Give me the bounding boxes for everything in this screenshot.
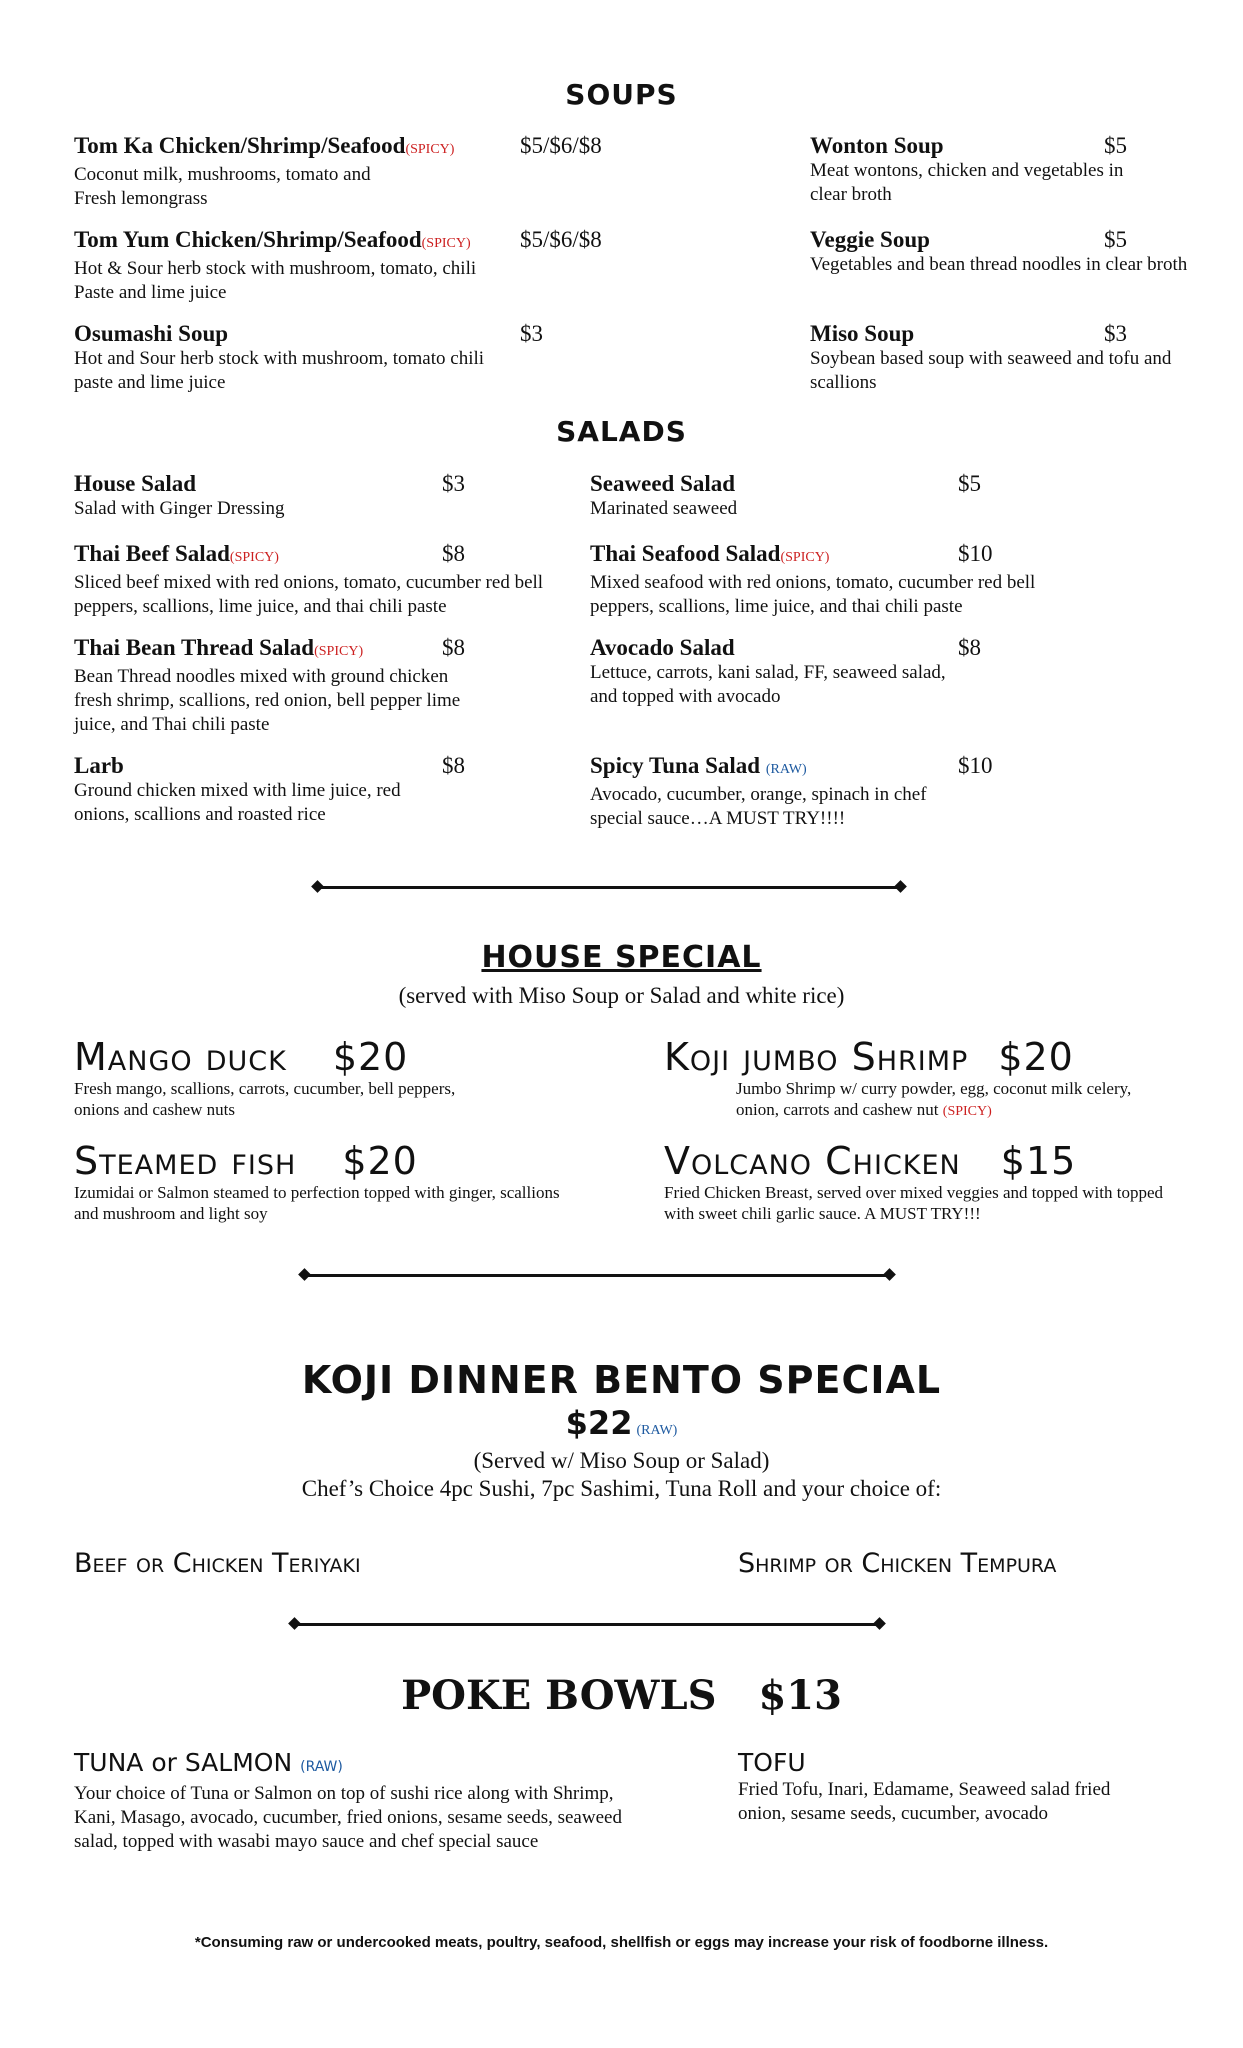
- item-description: Marinated seaweed: [590, 498, 738, 519]
- poke-heading: POKE BOWLS: [401, 1672, 717, 1719]
- item-description: Meat wontons, chicken and vegetables in clear broth: [810, 160, 1124, 205]
- item-description: Salad with Ginger Dressing: [74, 498, 285, 519]
- item-price: $3: [442, 471, 465, 496]
- menu-item-tom-ka: [74, 132, 602, 211]
- menu-item-larb: [74, 752, 574, 827]
- menu-item-thai-seafood-salad: [590, 540, 1130, 619]
- item-description: Fried Tofu, Inari, Edamame, Seaweed salad fried onion, sesame seeds, cucumber, avocado: [738, 1779, 1111, 1824]
- salads-heading: SALADS: [556, 415, 687, 448]
- item-description: Soybean based soup with seaweed and tofu and scallions: [810, 348, 1172, 393]
- spicy-tag: (SPICY): [314, 644, 364, 659]
- soups-heading: SOUPS: [565, 78, 678, 111]
- item-description: Sliced beef mixed with red onions, tomato, cucumber red bell peppers, scallions, lime juice, and thai chili paste: [74, 572, 544, 617]
- item-price: $20: [998, 1035, 1074, 1079]
- item-price: $3: [1104, 321, 1127, 346]
- item-price: $5/$6/$8: [520, 133, 602, 158]
- poke-price: $13: [758, 1672, 842, 1719]
- item-name: Volcano Chicken: [664, 1139, 961, 1183]
- raw-tag: (RAW): [300, 1759, 343, 1775]
- house-special-heading: HOUSE SPECIAL: [481, 940, 762, 975]
- item-description: Lettuce, carrots, kani salad, FF, seaweed salad, and topped with avocado: [590, 662, 946, 707]
- item-name: Miso Soup: [810, 321, 915, 346]
- item-name: TUNA or SALMON: [74, 1748, 293, 1777]
- menu-item-miso: [810, 320, 1190, 395]
- raw-tag: (RAW): [765, 762, 807, 777]
- house-special-mango-duck: [74, 1036, 634, 1120]
- poke-heading-line: [0, 1672, 1243, 1719]
- menu-item-spicy-tuna-salad: [590, 752, 1130, 831]
- item-name: Larb: [74, 753, 124, 778]
- item-description: Hot & Sour herb stock with mushroom, tomato, chili Paste and lime juice: [74, 258, 477, 303]
- house-special-steamed-fish: [74, 1140, 634, 1224]
- menu-item-house-salad: [74, 470, 574, 521]
- section-divider: [295, 1623, 879, 1626]
- raw-tag: (RAW): [636, 1423, 678, 1438]
- item-name: Thai Seafood Salad: [590, 541, 781, 566]
- item-name: Wonton Soup: [810, 133, 944, 158]
- bento-option-right: Shrimp or Chicken Tempura: [738, 1548, 1057, 1579]
- item-price: $8: [442, 753, 465, 778]
- item-price: $20: [342, 1139, 418, 1183]
- item-description: Hot and Sour herb stock with mushroom, tomato chili paste and lime juice: [74, 348, 485, 393]
- poke-item-tofu: [738, 1748, 1158, 1826]
- menu-item-osumashi: [74, 320, 543, 395]
- menu-item-seaweed-salad: [590, 470, 1130, 521]
- item-description: Coconut milk, mushrooms, tomato and Fresh lemongrass: [74, 164, 371, 209]
- item-description: Ground chicken mixed with lime juice, red onions, scallions and roasted rice: [74, 780, 401, 825]
- item-name: Tom Yum Chicken/Shrimp/Seafood: [74, 227, 422, 252]
- item-name: Seaweed Salad: [590, 471, 736, 496]
- item-name: Avocado Salad: [590, 635, 735, 660]
- item-name: Spicy Tuna Salad: [590, 753, 766, 778]
- bento-heading: KOJI DINNER BENTO SPECIAL: [301, 1358, 942, 1402]
- item-name: House Salad: [74, 471, 197, 496]
- item-price: $15: [1000, 1139, 1077, 1183]
- item-price: $5/$6/$8: [520, 227, 602, 252]
- spicy-tag: (SPICY): [942, 1104, 992, 1119]
- menu-item-thai-beef-salad: [74, 540, 574, 619]
- item-price: $5: [1104, 133, 1127, 158]
- spicy-tag: (SPICY): [229, 550, 279, 565]
- foodborne-illness-disclaimer: *Consuming raw or undercooked meats, poultry, seafood, shellfish or eggs may increase your risk of foodborne illness.: [194, 1934, 1049, 1951]
- item-price: $20: [332, 1035, 409, 1079]
- item-name: Veggie Soup: [810, 227, 930, 252]
- section-divider: [305, 1274, 889, 1277]
- spicy-tag: (SPICY): [780, 550, 830, 565]
- bento-price-line: [0, 1404, 1243, 1442]
- spicy-tag: (SPICY): [405, 142, 455, 157]
- item-price: $3: [520, 321, 543, 346]
- menu-item-veggie-soup: [810, 226, 1190, 277]
- item-description: Vegetables and bean thread noodles in clear broth: [810, 254, 1188, 275]
- menu-item-tom-yum: [74, 226, 602, 305]
- item-name: Osumashi Soup: [74, 321, 229, 346]
- bento-line-1: (Served w/ Miso Soup or Salad): [473, 1448, 770, 1473]
- item-name: Steamed fish: [74, 1139, 297, 1183]
- item-name: Thai Beef Salad: [74, 541, 230, 566]
- menu-item-avocado-salad: [590, 634, 1130, 709]
- section-divider: [318, 886, 900, 889]
- item-description: Izumidai or Salmon steamed to perfection topped with ginger, scallions and mushroom and light soy: [74, 1183, 560, 1223]
- item-name: Koji jumbo Shrimp: [664, 1035, 969, 1079]
- bento-option-left: Beef or Chicken Teriyaki: [74, 1548, 361, 1579]
- house-special-koji-jumbo-shrimp: [664, 1036, 1224, 1122]
- item-description: Fresh mango, scallions, carrots, cucumber, bell peppers, onions and cashew nuts: [74, 1079, 456, 1119]
- item-price: $5: [958, 471, 981, 496]
- item-name: Mango duck: [74, 1035, 287, 1079]
- item-description: Avocado, cucumber, orange, spinach in chef special sauce…A MUST TRY!!!!: [590, 784, 927, 829]
- item-description: Bean Thread noodles mixed with ground chicken fresh shrimp, scallions, red onion, bell pepper lime juice, and Thai chili paste: [74, 666, 461, 735]
- spicy-tag: (SPICY): [421, 236, 471, 251]
- house-special-volcano-chicken: [664, 1140, 1224, 1224]
- item-price: $5: [1104, 227, 1127, 252]
- item-price: $8: [442, 635, 465, 660]
- poke-item-tuna-salmon: [74, 1748, 634, 1854]
- item-price: $8: [958, 635, 981, 660]
- item-description: Jumbo Shrimp w/ curry powder, egg, coconut milk celery, onion, carrots and cashew nut: [736, 1079, 1132, 1119]
- item-description: Fried Chicken Breast, served over mixed veggies and topped with topped with sweet chili garlic sauce. A MUST TRY!!!: [664, 1183, 1164, 1223]
- item-name: Thai Bean Thread Salad: [74, 635, 315, 660]
- house-special-subheading: (served with Miso Soup or Salad and white rice): [398, 983, 845, 1008]
- item-price: $10: [958, 753, 993, 778]
- menu-item-thai-bean-thread-salad: [74, 634, 574, 737]
- item-name: TOFU: [738, 1748, 806, 1777]
- bento-price: $22: [565, 1404, 633, 1442]
- item-price: $10: [958, 541, 993, 566]
- item-description: Mixed seafood with red onions, tomato, cucumber red bell peppers, scallions, lime juice, and thai chili paste: [590, 572, 1036, 617]
- item-price: $8: [442, 541, 465, 566]
- item-name: Tom Ka Chicken/Shrimp/Seafood: [74, 133, 406, 158]
- bento-line-2: Chef’s Choice 4pc Sushi, 7pc Sashimi, Tuna Roll and your choice of:: [301, 1476, 942, 1501]
- item-description: Your choice of Tuna or Salmon on top of sushi rice along with Shrimp, Kani, Masago, avocado, cucumber, fried onions, sesame seeds, seaweed salad, topped with wasabi mayo sauce and chef special sauce: [74, 1783, 622, 1852]
- menu-item-wonton: [810, 132, 1190, 207]
